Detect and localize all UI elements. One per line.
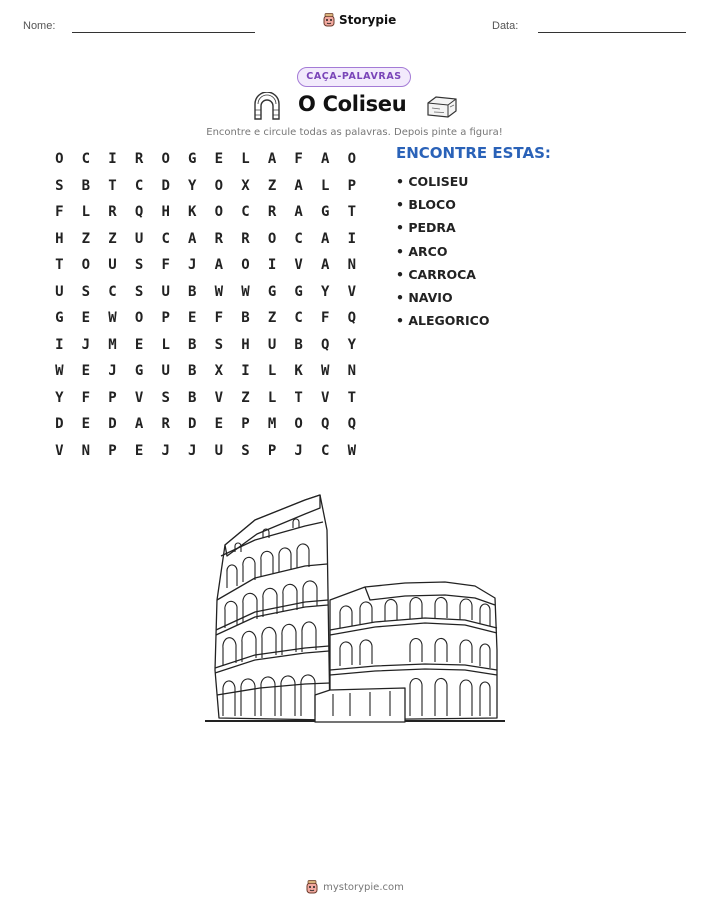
grid-letter[interactable]: A [188, 230, 197, 247]
grid-letter[interactable]: T [55, 257, 64, 274]
grid-row [46, 173, 365, 200]
word-item: • PEDRA [396, 220, 456, 236]
grid-letter[interactable]: H [241, 336, 250, 353]
grid-letter[interactable]: U [214, 442, 224, 459]
brand-name: Storypie [339, 13, 397, 27]
grid-letter[interactable]: Z [241, 389, 250, 406]
grid-letter[interactable]: P [347, 177, 357, 194]
grid-letter[interactable]: R [267, 204, 277, 221]
grid-letter[interactable]: D [55, 416, 64, 433]
stone-block-icon [426, 95, 458, 119]
grid-letter[interactable]: S [134, 283, 144, 300]
grid-letter[interactable]: N [81, 442, 91, 459]
grid-letter[interactable]: B [188, 336, 197, 353]
grid-letter[interactable]: T [294, 389, 303, 406]
grid-letter[interactable]: T [347, 389, 357, 406]
grid-letter[interactable]: Z [267, 310, 277, 327]
grid-letter[interactable]: S [81, 283, 91, 300]
grid-letter[interactable]: Z [267, 177, 277, 194]
word-item: • CARROCA [396, 266, 476, 282]
grid-letter[interactable]: B [81, 177, 91, 194]
grid-letter[interactable]: O [81, 257, 91, 274]
footer-url[interactable]: mystorypie.com [323, 881, 404, 893]
grid-letter[interactable]: J [188, 442, 197, 459]
grid-letter[interactable]: I [241, 363, 250, 380]
name-label: Nome: [23, 20, 56, 32]
grid-letter[interactable]: G [188, 151, 197, 168]
grid-letter[interactable]: A [267, 151, 277, 168]
word-item: • NAVIO [396, 289, 453, 305]
grid-letter[interactable]: U [108, 257, 117, 274]
grid-letter[interactable]: K [188, 204, 197, 221]
word-item: • BLOCO [396, 197, 456, 213]
grid-letter[interactable]: E [214, 151, 224, 168]
grid-letter[interactable]: M [267, 416, 277, 433]
grid-letter[interactable]: L [267, 389, 277, 406]
grid-letter[interactable]: B [294, 336, 303, 353]
grid-letter[interactable]: A [321, 230, 330, 247]
grid-letter[interactable]: C [134, 177, 144, 194]
grid-letter[interactable]: R [134, 151, 144, 168]
brand-logo [322, 13, 396, 27]
storypie-mascot-icon [305, 880, 319, 894]
grid-letter[interactable]: J [81, 336, 91, 353]
grid-letter[interactable]: A [321, 151, 330, 168]
colosseum-coloring-drawing[interactable] [205, 490, 507, 726]
grid-letter[interactable]: E [214, 416, 224, 433]
grid-row [46, 332, 365, 359]
grid-letter[interactable]: J [108, 363, 117, 380]
grid-letter[interactable]: E [81, 310, 91, 327]
footer [0, 880, 709, 894]
grid-letter[interactable]: Q [134, 204, 144, 221]
grid-letter[interactable]: Z [108, 230, 117, 247]
grid-letter[interactable]: S [214, 336, 224, 353]
grid-letter[interactable]: A [321, 257, 330, 274]
grid-letter[interactable]: F [294, 151, 303, 168]
grid-letter[interactable]: I [347, 230, 357, 247]
grid-letter[interactable]: W [241, 283, 250, 300]
grid-letter[interactable]: L [321, 177, 330, 194]
grid-letter[interactable]: R [108, 204, 117, 221]
grid-letter[interactable]: U [161, 283, 170, 300]
grid-letter[interactable]: G [55, 310, 64, 327]
grid-letter[interactable]: L [241, 151, 250, 168]
grid-letter[interactable]: G [134, 363, 144, 380]
word-list [396, 144, 551, 332]
grid-letter[interactable]: C [321, 442, 330, 459]
grid-letter[interactable]: L [267, 363, 277, 380]
grid-letter[interactable]: C [161, 230, 170, 247]
grid-letter[interactable]: L [161, 336, 170, 353]
grid-letter[interactable]: U [161, 363, 170, 380]
grid-row [46, 252, 365, 279]
grid-letter[interactable]: Z [81, 230, 91, 247]
grid-row [46, 358, 365, 385]
grid-letter[interactable]: O [134, 310, 144, 327]
grid-letter[interactable]: P [161, 310, 170, 327]
grid-letter[interactable]: E [134, 336, 144, 353]
grid-letter[interactable]: W [55, 363, 64, 380]
activity-badge: CAÇA-PALAVRAS [297, 67, 411, 87]
grid-letter[interactable]: B [188, 363, 197, 380]
word-item: • ALEGORICO [396, 313, 490, 329]
grid-letter[interactable]: S [161, 389, 170, 406]
grid-letter[interactable]: C [81, 151, 91, 168]
grid-letter[interactable]: V [347, 283, 357, 300]
page-title: O Coliseu [298, 92, 407, 116]
grid-letter[interactable]: Y [188, 177, 197, 194]
grid-row [46, 146, 365, 173]
grid-letter[interactable]: P [108, 389, 117, 406]
grid-letter[interactable]: V [321, 389, 330, 406]
word-item: • COLISEU [396, 174, 469, 189]
grid-letter[interactable]: F [214, 310, 224, 327]
grid-letter[interactable]: O [241, 257, 250, 274]
grid-letter[interactable]: G [294, 283, 303, 300]
grid-letter[interactable]: Y [55, 389, 64, 406]
grid-letter[interactable]: F [161, 257, 170, 274]
grid-letter[interactable]: J [294, 442, 303, 459]
grid-letter[interactable]: P [108, 442, 117, 459]
grid-letter[interactable]: W [321, 363, 330, 380]
grid-letter[interactable]: O [214, 177, 224, 194]
grid-letter[interactable]: V [214, 389, 224, 406]
word-item: • ARCO [396, 243, 448, 259]
grid-letter[interactable]: P [267, 442, 277, 459]
date-label: Data: [492, 20, 519, 32]
grid-row [46, 385, 365, 412]
grid-row [46, 305, 365, 332]
grid-letter[interactable]: G [321, 204, 330, 221]
grid-letter[interactable]: O [347, 151, 357, 168]
grid-letter[interactable]: F [55, 204, 64, 221]
grid-letter[interactable]: B [241, 310, 250, 327]
grid-letter[interactable]: R [214, 230, 224, 247]
grid-letter[interactable]: O [161, 151, 170, 168]
name-line[interactable] [72, 32, 255, 33]
grid-letter[interactable]: E [81, 416, 91, 433]
grid-letter[interactable]: W [214, 283, 224, 300]
grid-letter[interactable]: K [294, 363, 303, 380]
grid-letter[interactable]: J [188, 257, 197, 274]
grid-letter[interactable]: A [294, 177, 303, 194]
grid-letter[interactable]: L [81, 204, 91, 221]
grid-letter[interactable]: U [267, 336, 277, 353]
grid-letter[interactable]: C [241, 204, 250, 221]
grid-letter[interactable]: D [161, 177, 170, 194]
grid-letter[interactable]: D [188, 416, 197, 433]
grid-letter[interactable]: I [55, 336, 64, 353]
grid-letter[interactable]: T [347, 204, 357, 221]
grid-letter[interactable]: A [214, 257, 224, 274]
grid-letter[interactable]: Q [321, 416, 330, 433]
grid-row [46, 411, 365, 438]
word-list-title: ENCONTRE ESTAS: [396, 144, 551, 162]
storypie-mascot-icon [322, 13, 336, 27]
grid-letter[interactable]: C [108, 283, 117, 300]
grid-letter[interactable]: O [294, 416, 303, 433]
grid-letter[interactable]: E [188, 310, 197, 327]
grid-letter[interactable]: U [134, 230, 144, 247]
grid-letter[interactable]: F [81, 389, 91, 406]
grid-letter[interactable]: J [161, 442, 170, 459]
grid-letter[interactable]: B [188, 389, 197, 406]
grid-letter[interactable]: V [134, 389, 144, 406]
instructions: Encontre e circule todas as palavras. Depois pinte a figura! [206, 127, 503, 138]
grid-letter[interactable]: N [347, 363, 357, 380]
grid-letter[interactable]: X [214, 363, 224, 380]
arch-icon [252, 92, 282, 120]
grid-letter[interactable]: A [134, 416, 144, 433]
grid-letter[interactable]: E [81, 363, 91, 380]
grid-letter[interactable]: W [347, 442, 357, 459]
grid-letter[interactable]: H [55, 230, 64, 247]
grid-letter[interactable]: A [294, 204, 303, 221]
grid-letter[interactable]: C [294, 230, 303, 247]
grid-row [46, 279, 365, 306]
grid-letter[interactable]: O [267, 230, 277, 247]
grid-letter[interactable]: N [347, 257, 357, 274]
grid-letter[interactable]: R [241, 230, 250, 247]
grid-letter[interactable]: S [55, 177, 64, 194]
grid-letter[interactable]: P [241, 416, 250, 433]
grid-letter[interactable]: E [134, 442, 144, 459]
grid-letter[interactable]: O [214, 204, 224, 221]
grid-letter[interactable]: S [134, 257, 144, 274]
grid-letter[interactable]: T [108, 177, 117, 194]
grid-row [46, 199, 365, 226]
grid-letter[interactable]: B [188, 283, 197, 300]
grid-row [46, 438, 365, 465]
grid-letter[interactable]: V [294, 257, 303, 274]
grid-letter[interactable]: W [108, 310, 117, 327]
grid-letter[interactable]: I [267, 257, 277, 274]
date-line[interactable] [538, 32, 686, 33]
grid-letter[interactable]: M [108, 336, 117, 353]
grid-letter[interactable]: O [55, 151, 64, 168]
grid-letter[interactable]: H [161, 204, 170, 221]
grid-letter[interactable]: C [294, 310, 303, 327]
grid-letter[interactable]: Y [347, 336, 357, 353]
grid-letter[interactable]: G [267, 283, 277, 300]
grid-letter[interactable]: D [108, 416, 117, 433]
grid-letter[interactable]: R [161, 416, 170, 433]
grid-letter[interactable]: X [241, 177, 250, 194]
grid-letter[interactable]: V [55, 442, 64, 459]
grid-letter[interactable]: I [108, 151, 117, 168]
word-search-grid [46, 146, 365, 464]
grid-letter[interactable]: Q [321, 336, 330, 353]
grid-letter[interactable]: Q [347, 416, 357, 433]
grid-letter[interactable]: U [55, 283, 64, 300]
grid-row [46, 226, 365, 253]
title-row [252, 92, 462, 122]
grid-letter[interactable]: Y [321, 283, 330, 300]
grid-letter[interactable]: F [321, 310, 330, 327]
grid-letter[interactable]: Q [347, 310, 357, 327]
grid-letter[interactable]: S [241, 442, 250, 459]
